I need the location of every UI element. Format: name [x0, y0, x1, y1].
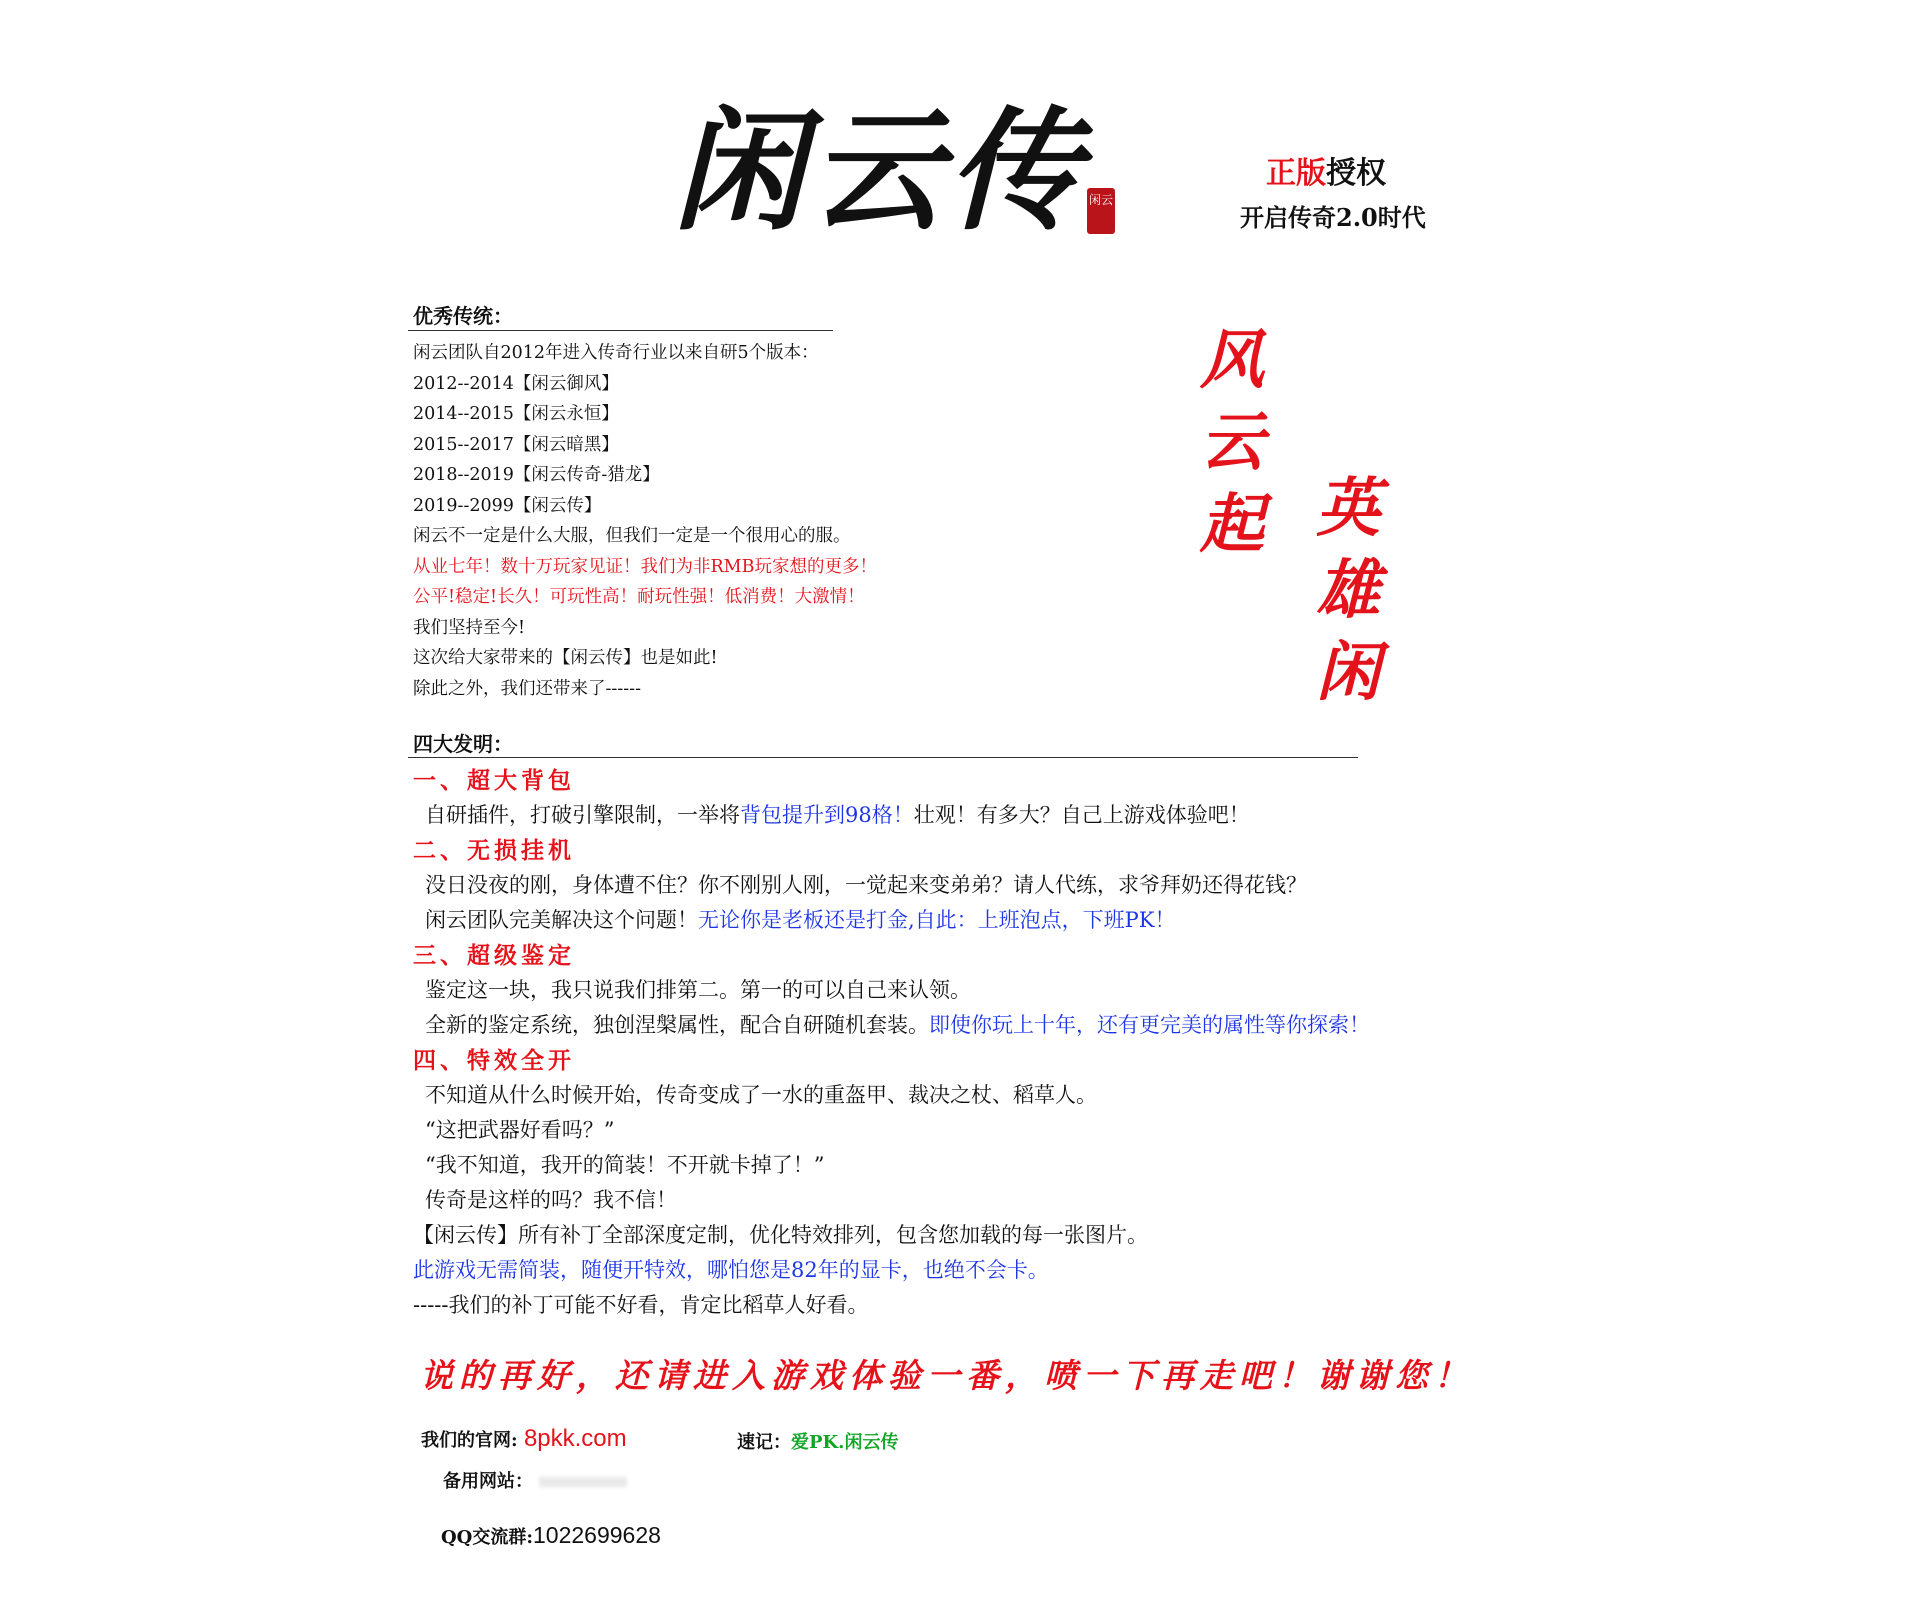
- invention-text: “我不知道，我开的简装！不开就卡掉了！”: [425, 1153, 825, 1177]
- vertical-char: 起: [1200, 487, 1264, 562]
- game-logo: 闲云传: [672, 94, 1086, 249]
- inventions-divider: [408, 757, 1358, 758]
- license-badge: [1266, 148, 1386, 192]
- invention-text: [413, 903, 1370, 938]
- invention-title: 二、无损挂机: [413, 837, 575, 864]
- site-url-link[interactable]: 8pkk.com: [523, 1425, 627, 1452]
- list-item: 闲云团队自2012年进入传奇行业以来自研5个版本：: [413, 343, 819, 363]
- invention-text: 不知道从什么时候开始，传奇变成了一水的重盔甲、裁决之杖、稻草人。: [425, 1083, 1097, 1107]
- tradition-heading: 优秀传统：: [413, 304, 513, 328]
- list-item: 从业七年！数十万玩家见证！我们为非RMB玩家想的更多！: [413, 556, 877, 577]
- invention-text: -----我们的补丁可能不好看，肯定比稻草人好看。: [413, 1293, 869, 1317]
- text-span: 自研插件，打破引擎限制，一举将: [425, 803, 740, 827]
- text-span: 闲云团队完美解决这个问题！: [425, 908, 698, 932]
- backup-label: 备用网站：: [443, 1471, 533, 1492]
- tradition-list: [413, 338, 877, 704]
- vertical-slogan-right: [1308, 468, 1388, 714]
- vertical-char: 雄: [1316, 553, 1380, 628]
- text-span-blue: 背包提升到98格！: [740, 803, 914, 827]
- license-red-text: 正版: [1266, 156, 1326, 191]
- tagline: 开启传奇2.0时代: [1240, 203, 1426, 232]
- license-black-text: 授权: [1326, 156, 1386, 191]
- invention-text: “这把武器好看吗？”: [425, 1118, 615, 1142]
- vertical-char: 云: [1200, 405, 1264, 480]
- qq-number: 1022699628: [533, 1522, 661, 1548]
- memo-value: 爱PK.闲云传: [791, 1432, 899, 1453]
- invention-text: 鉴定这一块，我只说我们排第二。第一的可以自己来认领。: [425, 978, 971, 1002]
- invention-title: 三、超级鉴定: [413, 942, 575, 969]
- qq-group: [441, 1522, 661, 1549]
- invention-text: [413, 1008, 1370, 1043]
- vertical-char: 风: [1200, 323, 1264, 398]
- list-item: 2015--2017【闲云暗黑】: [413, 434, 619, 455]
- list-item: 2018--2019【闲云传奇-猎龙】: [413, 465, 660, 485]
- text-span: 壮观！有多大？自己上游戏体验吧！: [913, 803, 1250, 827]
- invention-text: 【闲云传】所有补丁全部深度定制，优化特效排列，包含您加载的每一张图片。: [413, 1223, 1148, 1247]
- list-item: 公平!稳定!长久！可玩性高！耐玩性强！低消费！大激情！: [413, 587, 865, 607]
- vertical-slogan-left: [1192, 320, 1272, 566]
- inventions-heading: 四大发明：: [413, 732, 513, 756]
- invention-title: 四、特效全开: [413, 1047, 575, 1074]
- text-span: 全新的鉴定系统，独创涅槃属性，配合自研随机套装。: [425, 1013, 929, 1037]
- memo: [737, 1428, 898, 1454]
- list-item: 2012--2014【闲云御风】: [413, 373, 619, 394]
- text-span-blue: 即使你玩上十年，还有更完美的属性等你探索！: [929, 1013, 1370, 1037]
- qq-label: QQ交流群:: [441, 1527, 534, 1548]
- list-item: 除此之外，我们还带来了------: [413, 678, 641, 699]
- invention-text: 此游戏无需简装，随便开特效，哪怕您是82年的显卡，也绝不会卡。: [413, 1258, 1049, 1282]
- backup-site: [443, 1467, 627, 1493]
- closing-slogan: 说的再好，还请进入游戏体验一番，喷一下再走吧！谢谢您！: [420, 1356, 1473, 1395]
- list-item: 2014--2015【闲云永恒】: [413, 404, 619, 424]
- vertical-char: 闲: [1316, 635, 1380, 710]
- redacted-url: [539, 1477, 627, 1487]
- official-site: [421, 1425, 627, 1453]
- tradition-divider: [408, 330, 833, 331]
- invention-title: 一、超大背包: [413, 767, 575, 794]
- list-item: 闲云不一定是什么大服，但我们一定是一个很用心的服。: [413, 526, 851, 546]
- invention-text: 传奇是这样的吗？我不信！: [425, 1188, 677, 1212]
- invention-text: [413, 798, 1370, 833]
- memo-label: 速记：: [737, 1432, 791, 1453]
- vertical-char: 英: [1316, 471, 1380, 546]
- invention-text: 没日没夜的刚，身体遭不住？你不刚别人刚，一觉起来变弟弟？请人代练，求爷拜奶还得花钱？: [425, 873, 1307, 897]
- list-item: 我们坚持至今!: [413, 617, 526, 638]
- inventions-list: [413, 763, 1370, 1323]
- list-item: 2019--2099【闲云传】: [413, 495, 602, 516]
- list-item: 这次给大家带来的【闲云传】也是如此!: [413, 648, 718, 668]
- logo-seal-stamp: 闲云: [1087, 188, 1115, 234]
- site-label: 我们的官网:: [421, 1430, 518, 1451]
- text-span-blue: 无论你是老板还是打金,自此：上班泡点，下班PK！: [698, 908, 1176, 932]
